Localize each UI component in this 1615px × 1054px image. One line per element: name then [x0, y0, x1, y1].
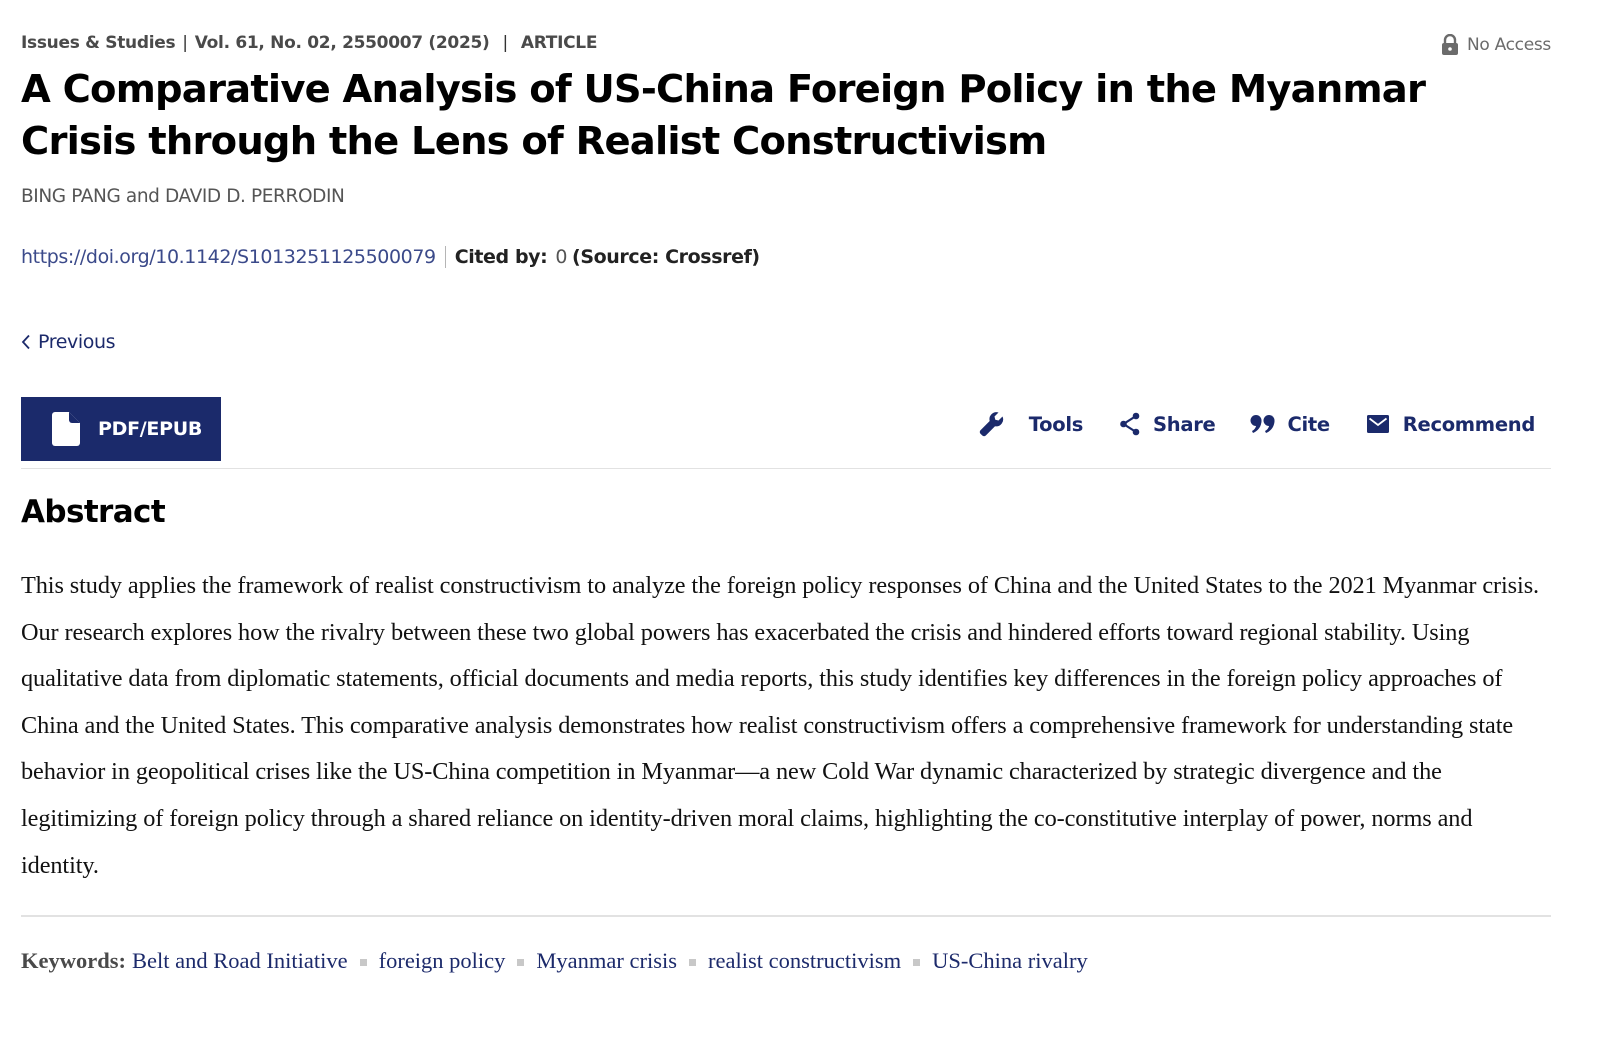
- recommend-button[interactable]: [1367, 413, 1535, 436]
- author-list: BING PANG and DAVID D. PERRODIN: [21, 186, 345, 207]
- keyword-link[interactable]: Belt and Road Initiative: [132, 948, 348, 973]
- tools-label: Tools: [1028, 412, 1084, 436]
- quote-icon: [1250, 414, 1276, 434]
- keyword-separator: [360, 959, 367, 966]
- access-status: [1441, 34, 1551, 56]
- tools-button[interactable]: [979, 411, 1083, 437]
- article-toolbar: [21, 397, 1551, 469]
- volume-issue-link[interactable]: Vol. 61, No. 02, 2550007 (2025): [194, 33, 490, 53]
- pdf-epub-button[interactable]: [21, 397, 221, 461]
- article-type: ARTICLE: [520, 33, 598, 53]
- cited-by-count: 0: [555, 246, 568, 268]
- keyword-link[interactable]: foreign policy: [378, 948, 506, 973]
- file-icon: [52, 412, 80, 446]
- keyword-link[interactable]: Myanmar crisis: [536, 948, 678, 973]
- keyword-separator: [913, 959, 920, 966]
- pdf-epub-label: PDF/EPUB: [98, 418, 203, 440]
- keyword-link[interactable]: US-China rivalry: [932, 948, 1088, 973]
- keyword-separator: [689, 959, 696, 966]
- envelope-icon: [1367, 415, 1389, 433]
- share-icon: [1119, 412, 1141, 436]
- doi-link[interactable]: https://doi.org/10.1142/S1013251125500079: [21, 246, 436, 268]
- previous-article-link[interactable]: [21, 331, 115, 353]
- wrench-icon: [979, 411, 1005, 437]
- journal-link[interactable]: Issues & Studies: [21, 33, 176, 53]
- cite-label: Cite: [1287, 412, 1330, 436]
- cited-by-source: (Source: Crossref): [572, 246, 760, 268]
- cited-by-label: Cited by:: [454, 246, 548, 268]
- keyword-link[interactable]: realist constructivism: [708, 948, 902, 973]
- article-actions: [979, 411, 1535, 437]
- divider: [445, 246, 446, 268]
- abstract-text: This study applies the framework of realist constructivism to analyze the foreign policy responses of China and the United States to the 2021 Myanmar crisis. Our research explores how the rivalry between these two global powers has exacerbated the crisis and hindered efforts toward regional stability. Using qualitative data from diplomatic statements, official documents and media reports, this study identifies key differences in the foreign policy approaches of China and the United States. This comparative analysis demonstrates how realist constructivism offers a comprehensive framework for understanding state behavior in geopolitical crises like the US-China competition in Myanmar—a new Cold War dynamic characterized by strategic divergence and the legitimizing of foreign policy through a shared reliance on identity-driven moral claims, highlighting the co-constitutive interplay of power, norms and identity.: [21, 572, 1540, 879]
- cite-button[interactable]: [1250, 413, 1329, 436]
- meta-separator: |: [182, 33, 188, 53]
- article-title: A Comparative Analysis of US-China Foreign Policy in the Myanmar Crisis through the Lens of Realist Constructivism: [21, 67, 1426, 164]
- share-label: Share: [1153, 412, 1216, 436]
- recommend-label: Recommend: [1402, 412, 1535, 436]
- keywords-label: Keywords:: [21, 948, 126, 973]
- previous-label: Previous: [38, 331, 116, 353]
- journal-meta-line: [21, 33, 597, 53]
- abstract-heading: Abstract: [21, 494, 166, 530]
- doi-citation-line: [21, 246, 760, 268]
- keywords-list: [21, 948, 1088, 974]
- access-status-label: No Access: [1466, 35, 1551, 55]
- lock-icon: [1441, 34, 1459, 56]
- keyword-separator: [517, 959, 524, 966]
- chevron-left-icon: [21, 334, 31, 350]
- section-divider: [21, 915, 1551, 917]
- share-button[interactable]: [1119, 412, 1215, 436]
- meta-separator: |: [502, 33, 508, 53]
